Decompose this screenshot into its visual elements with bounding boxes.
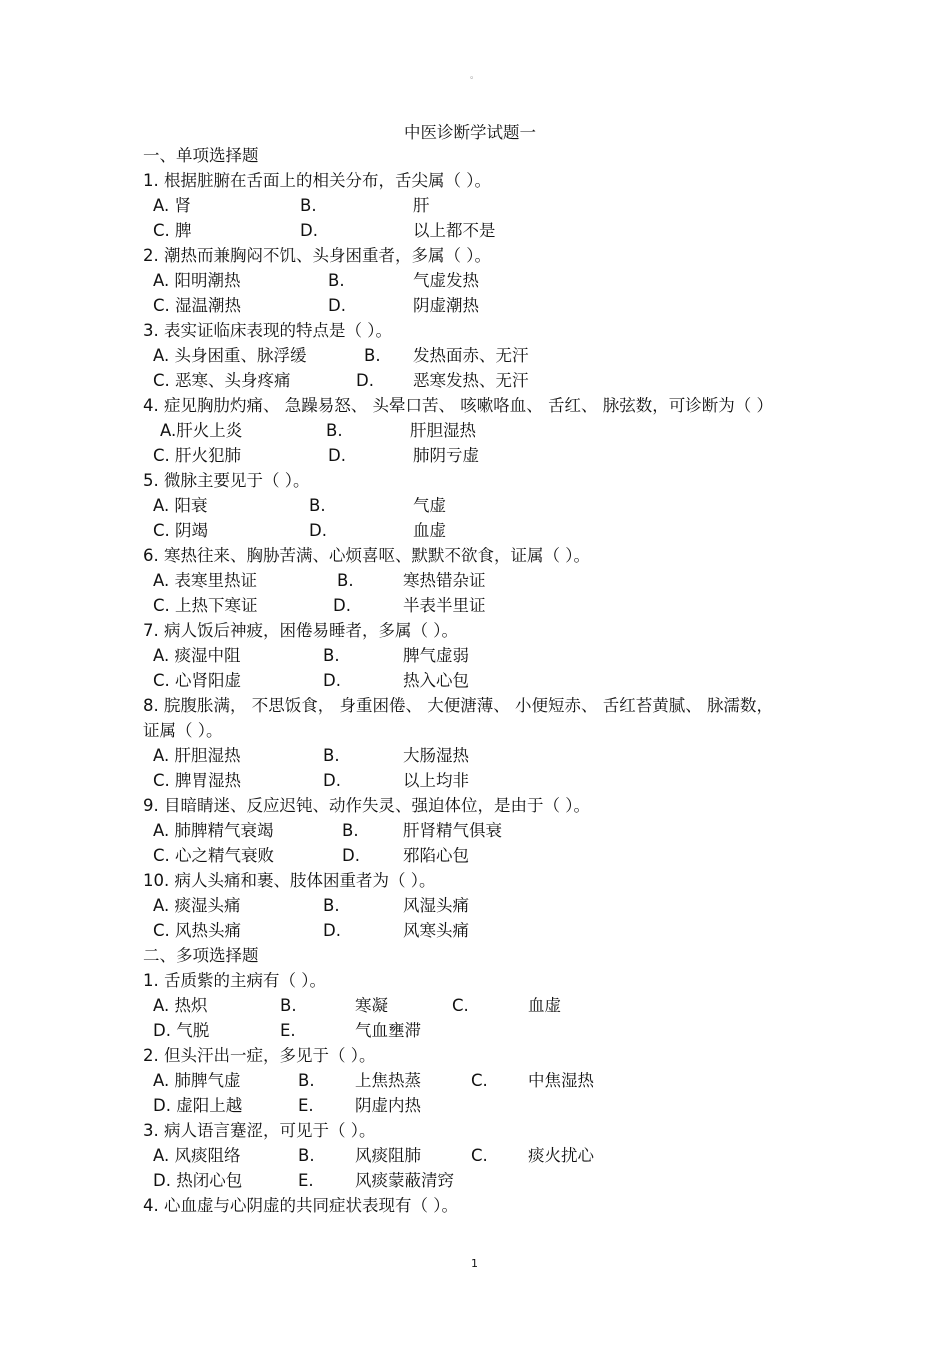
question-text-continued: 证属（ ）。 [143, 721, 223, 740]
page-title: 中医诊断学试题一 [404, 123, 536, 142]
option-a: A. 痰湿头痛 [153, 896, 241, 915]
option-row [143, 993, 923, 1018]
option-label-b: B. [323, 646, 340, 665]
exam-content [143, 143, 923, 1218]
option-label-e: E. [298, 1171, 314, 1190]
option-c: 血虚 [528, 996, 561, 1015]
option-label-c: C. [471, 1071, 488, 1090]
option-label-b: B. [280, 996, 297, 1015]
question-text: 3. 病人语言蹇涩，可见于（ ）。 [143, 1121, 376, 1140]
option-row [143, 1068, 923, 1093]
option-label-c: C. [471, 1146, 488, 1165]
option-d: 以上均非 [403, 771, 469, 790]
question-text: 8. 脘腹胀满， 不思饭食， 身重困倦、 大便溏薄、 小便短赤、 舌红苔黄腻、 脉濡数， [143, 696, 773, 715]
option-row [143, 268, 923, 293]
option-a: A. 头身困重、脉浮缓 [153, 346, 307, 365]
option-d: 半表半里证 [403, 596, 486, 615]
option-label-b: B. [342, 821, 359, 840]
option-b: 寒热错杂证 [403, 571, 486, 590]
option-label-b: B. [328, 271, 345, 290]
option-label-b: B. [323, 896, 340, 915]
option-row [143, 1168, 923, 1193]
option-label-b: B. [323, 746, 340, 765]
option-label-e: E. [280, 1021, 296, 1040]
option-row [143, 293, 923, 318]
option-e: 风痰蒙蔽清窍 [355, 1171, 454, 1190]
option-c: C. 风热头痛 [153, 921, 242, 940]
question-text: 1. 根据脏腑在舌面上的相关分布，舌尖属（ ）。 [143, 171, 491, 190]
option-b: 大肠湿热 [403, 746, 469, 765]
header-mark: 。 [470, 71, 480, 81]
option-row [143, 368, 923, 393]
option-a: A. 阳衰 [153, 496, 208, 515]
option-row [143, 743, 923, 768]
question-text: 4. 症见胸肋灼痛、 急躁易怒、 头晕口苦、 咳嗽咯血、 舌红、 脉弦数，可诊断为（ ） [143, 396, 773, 415]
option-label-d: D. [356, 371, 374, 390]
page-number: 1 [471, 1257, 478, 1270]
question-text: 2. 潮热而兼胸闷不饥、头身困重者，多属（ ）。 [143, 246, 491, 265]
option-row [143, 568, 923, 593]
option-e: 气血壅滞 [355, 1021, 421, 1040]
option-label-d: D. [328, 446, 346, 465]
option-row [143, 918, 923, 943]
option-d: 风寒头痛 [403, 921, 469, 940]
option-label-d: D. [323, 771, 341, 790]
option-b: 发热面赤、无汗 [413, 346, 529, 365]
option-row [143, 643, 923, 668]
option-a: A.肝火上炎 [160, 421, 243, 440]
option-d: 以上都不是 [413, 221, 496, 240]
option-label-b: B. [337, 571, 354, 590]
question-text: 6. 寒热往来、胸胁苦满、心烦喜呕、默默不欲食，证属（ ）。 [143, 546, 590, 565]
option-a: A. 肾 [153, 196, 191, 215]
option-row [143, 1018, 923, 1043]
option-a: A. 痰湿中阻 [153, 646, 241, 665]
option-c: C. 上热下寒证 [153, 596, 258, 615]
option-d: 阴虚潮热 [413, 296, 479, 315]
option-c: C. 恶寒、头身疼痛 [153, 371, 291, 390]
option-c: C. 肝火犯肺 [153, 446, 242, 465]
option-c: C. 阴竭 [153, 521, 209, 540]
option-b: 风湿头痛 [403, 896, 469, 915]
option-label-c: C. [452, 996, 469, 1015]
option-row [143, 1143, 923, 1168]
option-row [143, 518, 923, 543]
option-d: 肺阴亏虚 [413, 446, 479, 465]
option-d: D. 虚阳上越 [153, 1096, 243, 1115]
option-label-d: D. [309, 521, 327, 540]
option-label-d: D. [342, 846, 360, 865]
option-c: C. 心之精气衰败 [153, 846, 275, 865]
option-c: C. 脾 [153, 221, 192, 240]
option-row [143, 218, 923, 243]
option-d: 血虚 [413, 521, 446, 540]
option-c: C. 心肾阳虚 [153, 671, 242, 690]
option-row [143, 843, 923, 868]
option-row [143, 343, 923, 368]
option-a: A. 肺脾精气衰竭 [153, 821, 274, 840]
option-d: D. 气脱 [153, 1021, 210, 1040]
option-c: C. 脾胃湿热 [153, 771, 242, 790]
option-b: 脾气虚弱 [403, 646, 469, 665]
option-label-b: B. [309, 496, 326, 515]
option-a: A. 热炽 [153, 996, 208, 1015]
option-row [143, 818, 923, 843]
question-text: 5. 微脉主要见于（ ）。 [143, 471, 310, 490]
option-a: A. 阳明潮热 [153, 271, 241, 290]
option-d: 热入心包 [403, 671, 469, 690]
option-row [143, 1093, 923, 1118]
option-a: A. 表寒里热证 [153, 571, 257, 590]
option-a: A. 肺脾气虚 [153, 1071, 241, 1090]
option-row [143, 768, 923, 793]
option-a: A. 风痰阻络 [153, 1146, 241, 1165]
option-c: C. 湿温潮热 [153, 296, 242, 315]
option-row [143, 593, 923, 618]
option-label-b: B. [364, 346, 381, 365]
option-d: 邪陷心包 [403, 846, 469, 865]
section-heading: 一、单项选择题 [143, 146, 259, 165]
option-label-b: B. [298, 1146, 315, 1165]
option-d: D. 热闭心包 [153, 1171, 243, 1190]
question-text: 2. 但头汗出一症，多见于（ ）。 [143, 1046, 376, 1065]
question-text: 3. 表实证临床表现的特点是（ ）。 [143, 321, 392, 340]
option-b: 肝 [413, 196, 430, 215]
option-a: A. 肝胆湿热 [153, 746, 241, 765]
option-b: 上焦热蒸 [355, 1071, 421, 1090]
question-text: 7. 病人饭后神疲，困倦易睡者，多属（ ）。 [143, 621, 458, 640]
option-row [143, 893, 923, 918]
option-b: 肝肾精气俱衰 [403, 821, 502, 840]
option-b: 气虚 [413, 496, 446, 515]
option-c: 痰火扰心 [528, 1146, 594, 1165]
option-b: 肝胆湿热 [410, 421, 476, 440]
option-label-e: E. [298, 1096, 314, 1115]
option-row [143, 418, 923, 443]
option-label-b: B. [298, 1071, 315, 1090]
option-label-d: D. [333, 596, 351, 615]
option-d: 恶寒发热、无汗 [413, 371, 529, 390]
option-row [143, 493, 923, 518]
option-label-d: D. [323, 921, 341, 940]
question-text: 10. 病人头痛和裹、肢体困重者为（ ）。 [143, 871, 436, 890]
option-row [143, 443, 923, 468]
option-c: 中焦湿热 [528, 1071, 594, 1090]
option-b: 气虚发热 [413, 271, 479, 290]
option-b: 风痰阻肺 [355, 1146, 421, 1165]
option-label-d: D. [300, 221, 318, 240]
section-heading: 二、多项选择题 [143, 946, 259, 965]
option-row [143, 668, 923, 693]
option-label-d: D. [323, 671, 341, 690]
question-text: 4. 心血虚与心阴虚的共同症状表现有（ ）。 [143, 1196, 458, 1215]
question-text: 1. 舌质紫的主病有（ ）。 [143, 971, 326, 990]
option-b: 寒凝 [355, 996, 388, 1015]
option-label-d: D. [328, 296, 346, 315]
option-label-b: B. [300, 196, 317, 215]
option-row [143, 193, 923, 218]
option-label-b: B. [326, 421, 343, 440]
question-text: 9. 目暗睛迷、反应迟钝、动作失灵、强迫体位，是由于（ ）。 [143, 796, 590, 815]
option-e: 阴虚内热 [355, 1096, 421, 1115]
